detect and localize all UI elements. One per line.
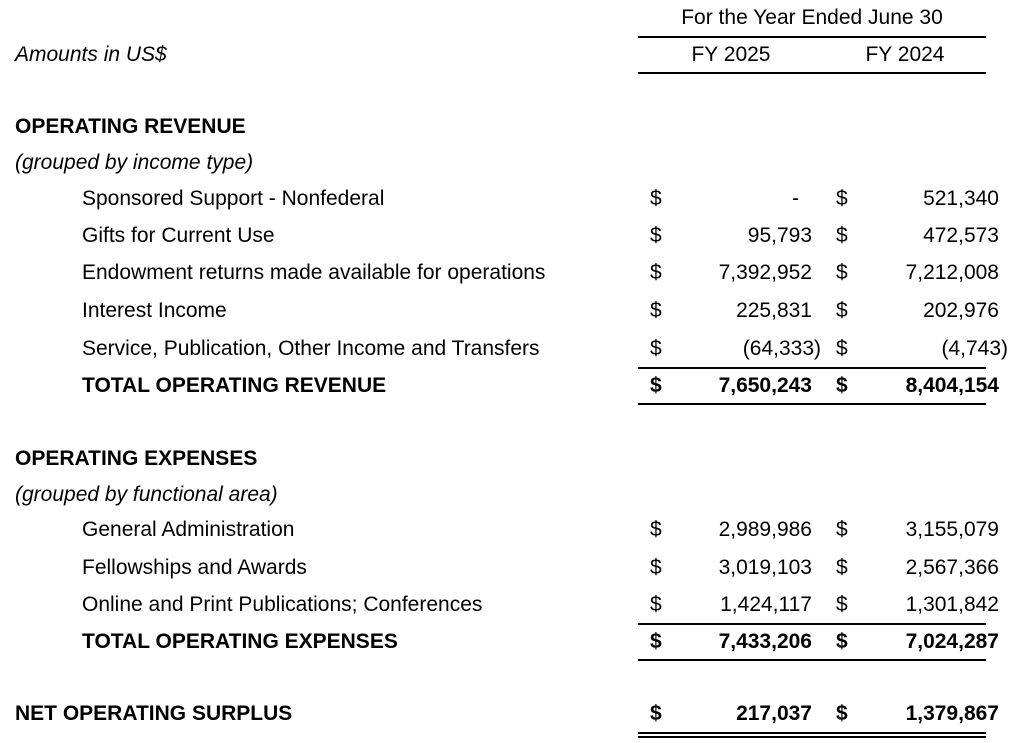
total-rule — [638, 403, 986, 405]
total-revenue-label: TOTAL OPERATING REVENUE — [82, 374, 387, 397]
table-row — [0, 332, 1024, 366]
value-fy2024: (4,743) — [941, 337, 1008, 360]
table-row — [0, 551, 1024, 585]
total-row — [0, 369, 1024, 403]
units-label: Amounts in US$ — [15, 43, 167, 66]
value-fy2024: 1,301,842 — [905, 593, 999, 616]
double-rule-bottom — [638, 736, 986, 738]
currency-symbol: $ — [836, 261, 848, 284]
currency-symbol: $ — [650, 224, 662, 247]
currency-symbol: $ — [650, 187, 662, 210]
row-label: Endowment returns made available for operations — [82, 261, 546, 284]
total-expenses-fy2025: 7,433,206 — [718, 630, 812, 653]
value-fy2025: 3,019,103 — [718, 556, 812, 579]
table-row — [0, 256, 1024, 290]
value-fy2024: 7,212,008 — [905, 261, 999, 284]
row-label: General Administration — [82, 518, 295, 541]
currency-symbol: $ — [650, 337, 662, 360]
value-fy2024: 2,567,366 — [905, 556, 999, 579]
currency-symbol: $ — [650, 593, 662, 616]
currency-symbol: $ — [836, 337, 848, 360]
value-fy2024: 472,573 — [923, 224, 999, 247]
expenses-section-title: OPERATING EXPENSES — [15, 447, 258, 470]
value-fy2025: 2,989,986 — [718, 518, 812, 541]
currency-symbol: $ — [836, 374, 848, 397]
currency-symbol: $ — [650, 556, 662, 579]
table-row — [0, 588, 1024, 622]
net-surplus-fy2025: 217,037 — [736, 702, 812, 725]
column-header-fy2024: FY 2024 — [865, 43, 945, 66]
value-fy2025: (64,333) — [742, 337, 821, 360]
table-row — [0, 513, 1024, 547]
net-surplus-fy2024: 1,379,867 — [905, 702, 999, 725]
row-label: Interest Income — [82, 299, 227, 322]
currency-symbol: $ — [836, 187, 848, 210]
total-expenses-fy2024: 7,024,287 — [905, 630, 999, 653]
currency-symbol: $ — [650, 518, 662, 541]
revenue-section-subtitle: (grouped by income type) — [15, 151, 254, 174]
row-label: Sponsored Support - Nonfederal — [82, 187, 385, 210]
table-row — [0, 182, 1024, 216]
row-label: Fellowships and Awards — [82, 556, 307, 579]
total-revenue-fy2025: 7,650,243 — [718, 374, 812, 397]
table-row — [0, 219, 1024, 253]
currency-symbol: $ — [650, 374, 662, 397]
table-row — [0, 294, 1024, 328]
revenue-section-title: OPERATING REVENUE — [15, 115, 246, 138]
double-rule-top — [638, 732, 986, 734]
total-row — [0, 625, 1024, 659]
column-header-underline — [638, 72, 986, 74]
total-rule — [638, 659, 986, 661]
value-fy2024: 3,155,079 — [905, 518, 999, 541]
currency-symbol: $ — [650, 299, 662, 322]
row-label: Online and Print Publications; Conferences — [82, 593, 483, 616]
value-fy2024: 521,340 — [923, 187, 999, 210]
period-header: For the Year Ended June 30 — [681, 6, 943, 29]
currency-symbol: $ — [836, 224, 848, 247]
currency-symbol: $ — [650, 630, 662, 653]
column-header-fy2025: FY 2025 — [691, 43, 771, 66]
currency-symbol: $ — [836, 556, 848, 579]
net-surplus-row — [0, 697, 1024, 731]
value-fy2025: 1,424,117 — [720, 593, 812, 616]
net-surplus-label: NET OPERATING SURPLUS — [15, 702, 293, 725]
total-expenses-label: TOTAL OPERATING EXPENSES — [82, 630, 398, 653]
currency-symbol: $ — [836, 518, 848, 541]
currency-symbol: $ — [836, 593, 848, 616]
value-fy2025: 225,831 — [736, 299, 812, 322]
row-label: Service, Publication, Other Income and Transfers — [82, 337, 540, 360]
currency-symbol: $ — [650, 261, 662, 284]
value-fy2025: 95,793 — [747, 224, 812, 247]
period-header-underline — [638, 36, 986, 38]
value-fy2025: 7,392,952 — [718, 261, 812, 284]
value-fy2024: 202,976 — [923, 299, 999, 322]
currency-symbol: $ — [836, 299, 848, 322]
expenses-section-subtitle: (grouped by functional area) — [15, 483, 278, 506]
currency-symbol: $ — [836, 702, 848, 725]
row-label: Gifts for Current Use — [82, 224, 275, 247]
total-revenue-fy2024: 8,404,154 — [905, 374, 999, 397]
currency-symbol: $ — [836, 630, 848, 653]
value-fy2025: - — [792, 187, 799, 210]
currency-symbol: $ — [650, 702, 662, 725]
